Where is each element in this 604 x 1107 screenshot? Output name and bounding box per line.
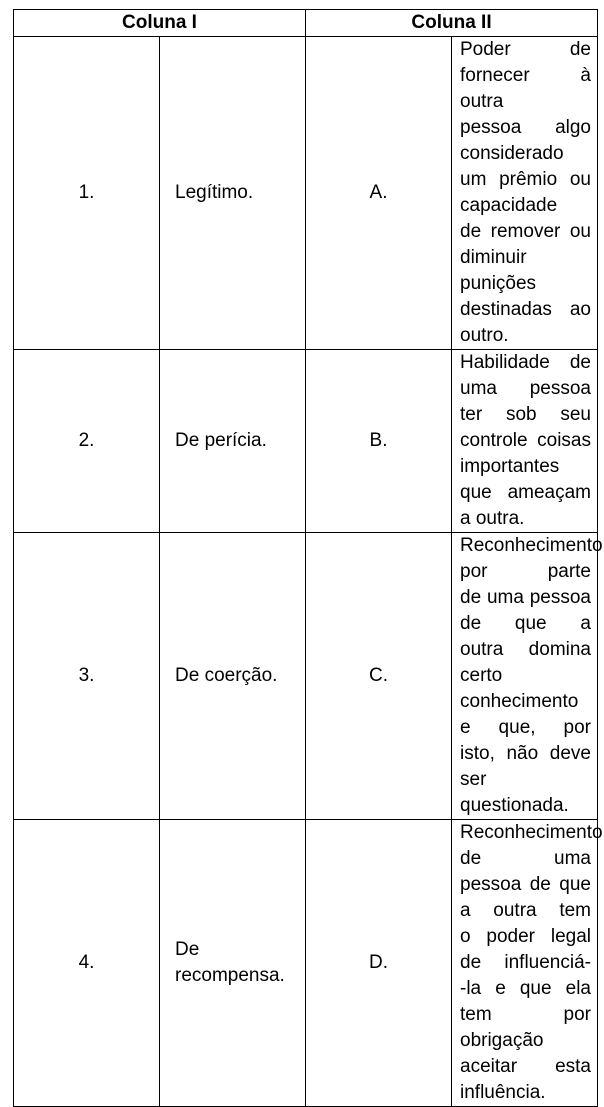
matching-table — [13, 9, 603, 1107]
description-line: Reconhecimento de uma — [460, 822, 603, 869]
description-line: importantes que ameaçam — [460, 456, 591, 503]
row-description — [452, 820, 603, 1107]
description-line: questionada. — [460, 795, 569, 816]
table-row — [14, 350, 598, 533]
row-number: 3. — [14, 533, 160, 820]
description-line: Poder de fornecer à outra — [460, 39, 591, 112]
row-letter: C. — [306, 533, 452, 820]
description-line: de remover ou diminuir — [460, 221, 591, 268]
row-description — [452, 37, 598, 350]
description-line: ter sob seu controle coisas — [460, 404, 591, 451]
header-coluna-ii: Coluna II — [306, 10, 598, 37]
description-line: pessoa de que a outra tem — [460, 874, 591, 921]
description-line: outro. — [460, 325, 509, 346]
description-line: -la e que ela tem por — [460, 978, 591, 1025]
description-line: de uma pessoa de que a — [460, 587, 591, 634]
description-line: influência. — [460, 1082, 546, 1103]
row-term — [160, 820, 306, 1107]
row-description — [452, 533, 603, 820]
row-number: 4. — [14, 820, 160, 1107]
description-line: pessoa algo considerado — [460, 117, 591, 164]
description-line: isto, não deve ser — [460, 743, 591, 790]
table-row — [14, 533, 598, 820]
row-description — [452, 350, 598, 533]
description-line: Reconhecimento por parte — [460, 535, 603, 582]
term-line: recompensa. — [175, 965, 285, 986]
description-line: outra domina certo — [460, 639, 591, 686]
row-term: De coerção. — [160, 533, 306, 820]
row-term: De perícia. — [160, 350, 306, 533]
description-line: punições destinadas ao — [460, 273, 591, 320]
header-coluna-i: Coluna I — [14, 10, 306, 37]
row-term: Legítimo. — [160, 37, 306, 350]
description-line: Habilidade de uma pessoa — [460, 352, 591, 399]
description-line: conhecimento e que, por — [460, 691, 591, 738]
row-number: 1. — [14, 37, 160, 350]
row-letter: B. — [306, 350, 452, 533]
description-line: obrigação aceitar esta — [460, 1030, 591, 1077]
row-number: 2. — [14, 350, 160, 533]
header-row — [14, 10, 598, 37]
table-row — [14, 37, 598, 350]
description-line: a outra. — [460, 508, 525, 529]
description-line: o poder legal de influenciá- — [460, 926, 591, 973]
term-line: De — [175, 939, 200, 960]
row-letter: D. — [306, 820, 452, 1107]
matching-table-container — [13, 9, 603, 1107]
row-letter: A. — [306, 37, 452, 350]
description-line: um prêmio ou capacidade — [460, 169, 591, 216]
table-row — [14, 820, 598, 1107]
